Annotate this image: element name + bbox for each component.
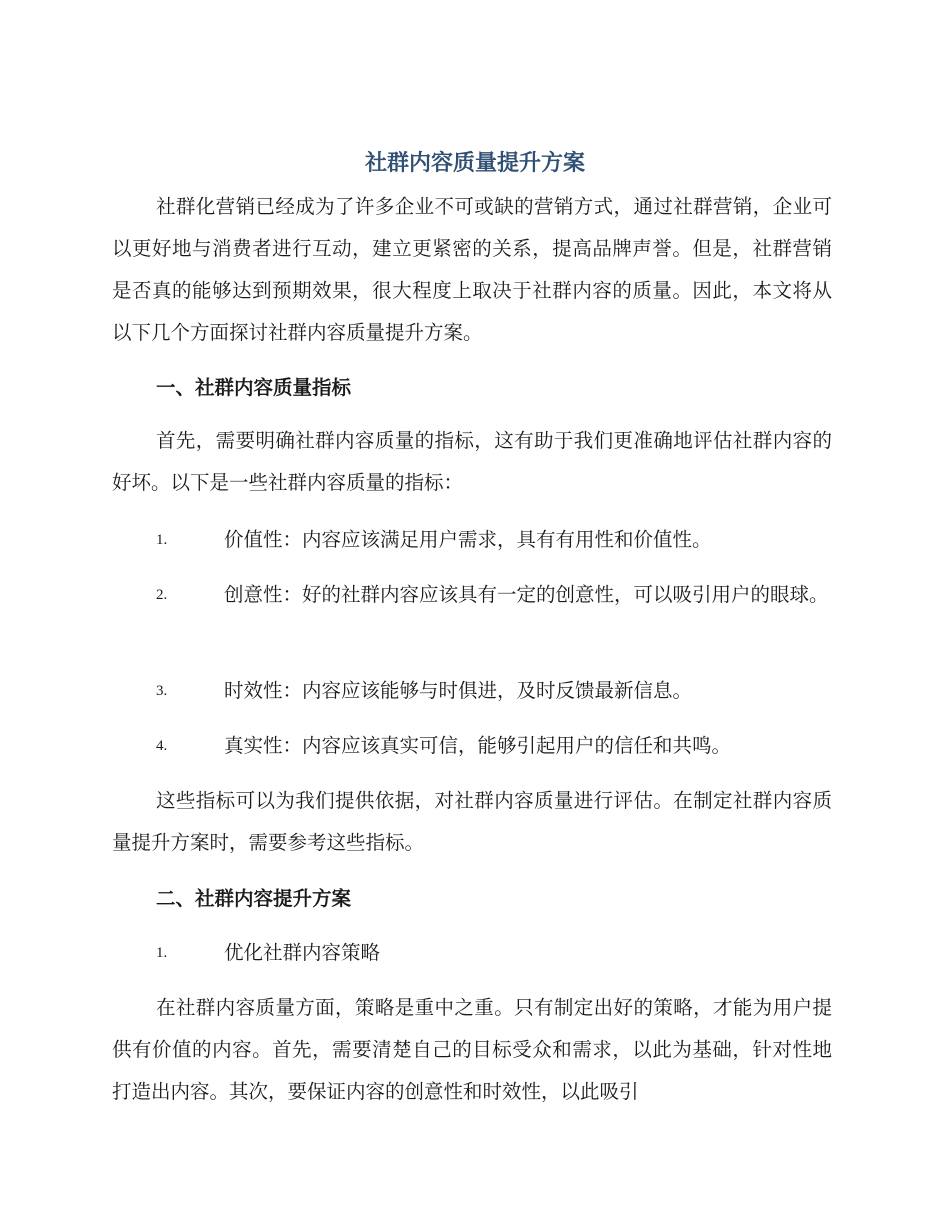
list-number: 1. bbox=[156, 945, 168, 961]
list-text: 优化社群内容策略 bbox=[224, 941, 381, 964]
list-number: 2. bbox=[156, 587, 168, 603]
list-item bbox=[112, 725, 832, 767]
list-text: 真实性：内容应该真实可信，能够引起用户的信任和共鸣。 bbox=[224, 734, 732, 757]
list-text: 价值性：内容应该满足用户需求，具有有用性和价值性。 bbox=[224, 528, 712, 551]
list-item bbox=[112, 670, 832, 712]
list-item bbox=[112, 574, 832, 616]
section1-lead-paragraph: 首先，需要明确社群内容质量的指标，这有助于我们更准确地评估社群内容的好坏。以下是一些社群内容质量的指标： bbox=[112, 429, 832, 494]
list-item bbox=[112, 932, 832, 974]
intro-paragraph: 社群化营销已经成为了许多企业不可或缺的营销方式，通过社群营销，企业可以更好地与消费者进行互动，建立更紧密的关系，提高品牌声誉。但是，社群营销是否真的能够达到预期效果，很大程度上取决于社群内容的质量。因此，本文将从以下几个方面探讨社群内容质量提升方案。 bbox=[112, 195, 832, 344]
section2-heading: 二、社群内容提升方案 bbox=[156, 887, 352, 910]
list-text: 创意性：好的社群内容应该具有一定的创意性，可以吸引用户的眼球。 bbox=[224, 583, 829, 606]
list-number: 3. bbox=[156, 683, 168, 699]
section1-heading: 一、社群内容质量指标 bbox=[156, 376, 352, 399]
document-title: 社群内容质量提升方案 bbox=[364, 151, 585, 176]
list-item bbox=[112, 519, 832, 561]
list-number: 4. bbox=[156, 738, 168, 754]
list-number: 1. bbox=[156, 532, 168, 548]
section1-closing-paragraph: 这些指标可以为我们提供依据，对社群内容质量进行评估。在制定社群内容质量提升方案时，需要参考这些指标。 bbox=[112, 789, 832, 854]
section2-body-paragraph: 在社群内容质量方面，策略是重中之重。只有制定出好的策略，才能为用户提供有价值的内容。首先，需要清楚自己的目标受众和需求，以此为基础，针对性地打造出内容。其次，要保证内容的创意性和时效性，以此吸引 bbox=[112, 996, 832, 1103]
list-text: 时效性：内容应该能够与时俱进，及时反馈最新信息。 bbox=[224, 679, 693, 702]
